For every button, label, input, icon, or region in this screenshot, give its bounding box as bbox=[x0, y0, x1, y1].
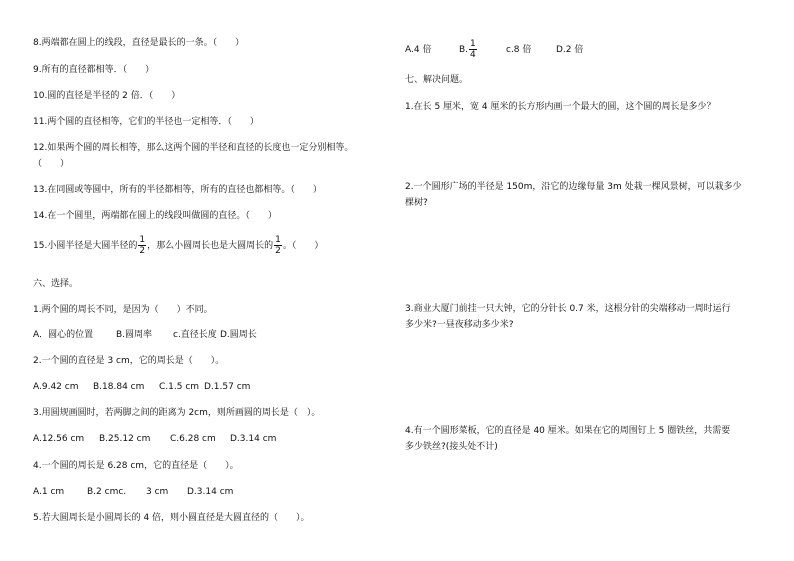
problem-2-line-2: 棵树? bbox=[405, 198, 428, 208]
option-d: D.2 倍 bbox=[556, 45, 584, 55]
option-c: 3 cm bbox=[146, 487, 169, 497]
judge-item-14: 14.在一个圆里，两端都在圆上的线段叫做圆的直径。（ ） bbox=[33, 211, 277, 221]
option-c: c.直径长度 bbox=[173, 330, 217, 340]
choice-q1: 1.两个圆的周长不同，是因为（ ）不同。 bbox=[33, 305, 213, 315]
option-b: B.圆周率 bbox=[116, 330, 153, 340]
section-7-title: 七、解决问题。 bbox=[405, 75, 469, 85]
option-b: B. $\frac{1}{4}$ bbox=[459, 39, 476, 60]
judge-item-10: 10.圆的直径是半径的 2 倍．（ ） bbox=[33, 91, 181, 101]
problem-3-line-1: 3.商业大厦门前挂一只大钟，它的分针长 0.7 米，这根分针的尖端移动一周时运行 bbox=[405, 304, 731, 314]
item15-text-3: 。（ ） bbox=[282, 241, 324, 251]
judge-item-9: 9.所有的直径都相等．（ ） bbox=[33, 65, 155, 75]
option-d: D.圆周长 bbox=[220, 330, 257, 340]
judge-item-15 bbox=[33, 234, 323, 258]
choice-q2-options bbox=[33, 382, 250, 393]
choice-q1-options bbox=[33, 330, 257, 341]
choice-q3: 3.用圆规画圆时，若两脚之间的距离为 2cm，则所画圆的周长是（ ）。 bbox=[33, 408, 321, 418]
problem-4-line-2: 多少铁丝?(接头处不计) bbox=[405, 442, 498, 452]
choice-q3-options bbox=[33, 434, 276, 445]
fraction-one-half: $\frac{1}{2}$ bbox=[139, 235, 146, 256]
problem-2-line-1: 2.一个圆形广场的半径是 150m，沿它的边缘每量 3m 处栽一棵风景树，可以栽多少 bbox=[405, 182, 742, 192]
option-c: c.8 倍 bbox=[506, 45, 532, 55]
judge-item-13: 13.在同圆或等圆中，所有的半径都相等，所有的直径也都相等。（ ） bbox=[33, 185, 322, 195]
option-d: D.1.57 cm bbox=[204, 382, 251, 392]
option-a: A.12.56 cm bbox=[33, 434, 85, 444]
option-a: A.4 倍 bbox=[405, 45, 432, 55]
judge-item-12-paren: （ ） bbox=[33, 159, 70, 169]
choice-q5-options bbox=[405, 38, 583, 62]
fraction-one-half-2: $\frac{1}{2}$ bbox=[275, 235, 281, 256]
option-d: D.3.14 cm bbox=[187, 487, 234, 497]
option-a: A.1 cm bbox=[33, 487, 65, 497]
problem-1: 1.在长 5 厘米，宽 4 厘米的长方形内画一个最大的圆，这个圆的周长是多少？ bbox=[405, 102, 716, 112]
option-a: A．圆心的位置 bbox=[33, 330, 94, 340]
judge-item-12: 12.如果两个圆的周长相等，那么这两个圆的半径和直径的长度也一定分别相等。 bbox=[33, 143, 354, 153]
choice-q2: 2.一个圆的直径是 3 cm，它的周长是（ ）。 bbox=[33, 356, 225, 366]
judge-item-8: 8.两端都在圆上的线段，直径是最长的一条。（ ） bbox=[33, 38, 245, 48]
option-b: B.18.84 cm bbox=[93, 382, 145, 392]
option-b: B.25.12 cm bbox=[99, 434, 151, 444]
choice-q4: 4.一个圆的周长是 6.28 cm，它的直径是（ ）。 bbox=[33, 461, 239, 471]
item15-text-1: 15.小圆半径是大圆半径的 bbox=[33, 241, 138, 251]
problem-4-line-1: 4.有一个圆形菜板，它的直径是 40 厘米。如果在它的周围钉上 5 圈铁丝，共需要 bbox=[405, 426, 731, 436]
option-c: C.6.28 cm bbox=[170, 434, 216, 444]
choice-q5: 5.若大圆周长是小圆周长的 4 倍，则小圆直径是大圆直径的（ ）。 bbox=[33, 513, 310, 523]
choice-q4-options bbox=[33, 487, 233, 498]
item15-text-2: ，那么小圆周长也是大圆周长的 bbox=[147, 241, 274, 251]
judge-item-11: 11.两个圆的直径相等，它们的半径也一定相等．（ ） bbox=[33, 117, 259, 127]
option-a: A.9.42 cm bbox=[33, 382, 79, 392]
problem-3-line-2: 多少米?一昼夜移动多少米? bbox=[405, 320, 514, 330]
fraction-one-quarter: $\frac{1}{4}$ bbox=[470, 39, 476, 60]
option-c: C.1.5 cm bbox=[159, 382, 200, 392]
option-b: B.2 cmc. bbox=[87, 487, 127, 497]
option-d: D.3.14 cm bbox=[230, 434, 277, 444]
section-6-title: 六、选择。 bbox=[33, 279, 79, 289]
